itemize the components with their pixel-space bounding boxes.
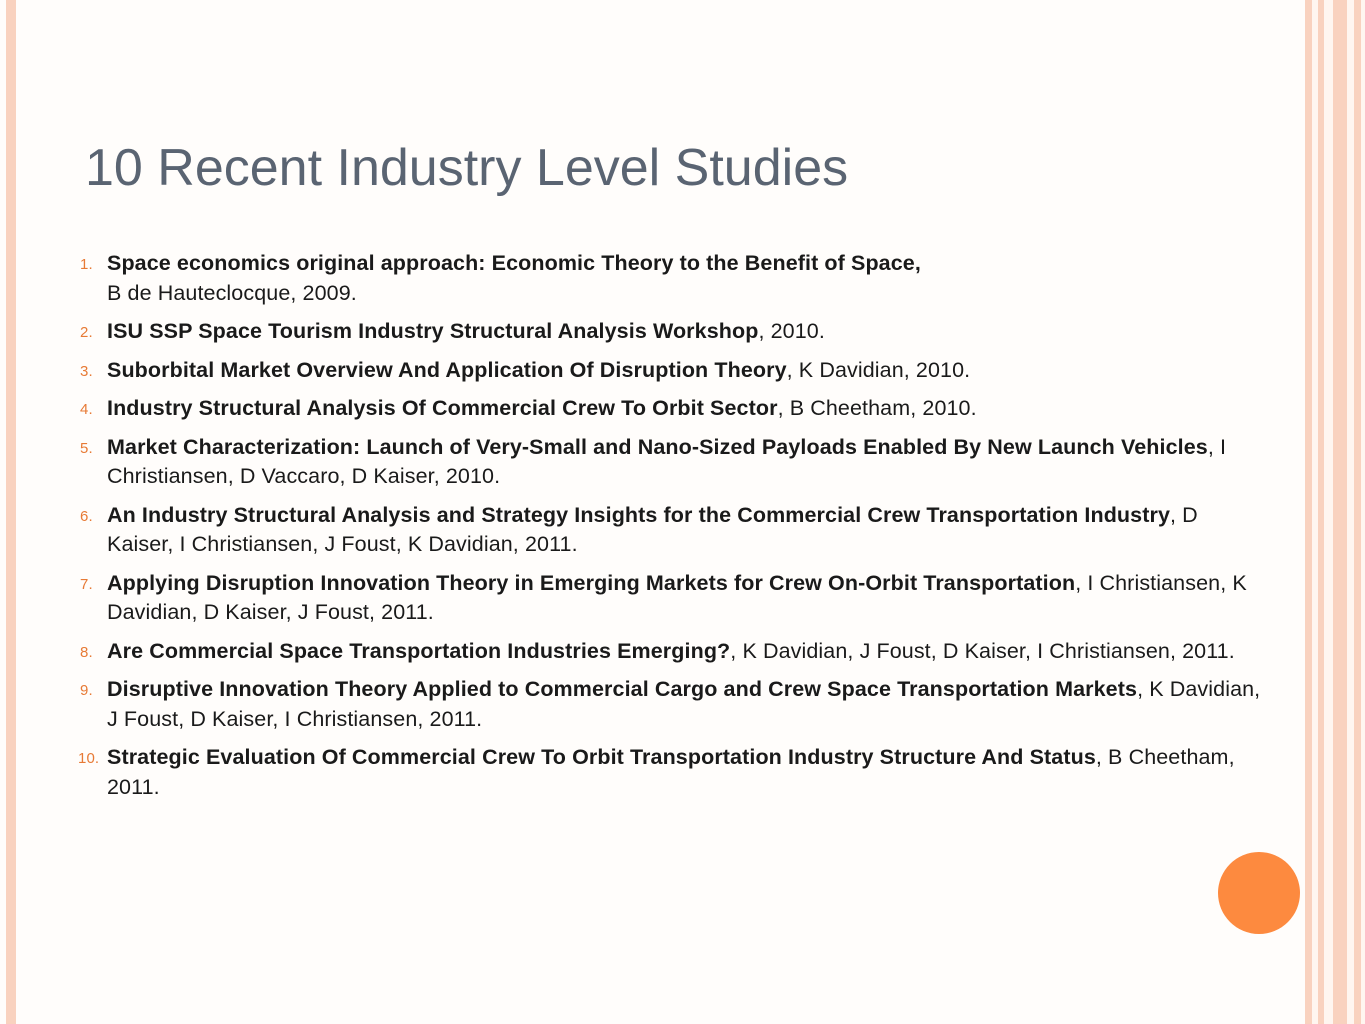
reference-details: , K Davidian, J Foust, D Kaiser, I Christiansen, 2011. [107, 677, 1261, 731]
reference-details: , B Cheetham, 2011. [107, 745, 1235, 799]
reference-title: Space economics original approach: Economic Theory to the Benefit of Space, [107, 251, 921, 275]
reference-title: Market Characterization: Launch of Very-Small and Nano-Sized Payloads Enabled By New Launch Vehicles [107, 434, 1208, 459]
reference-number: 6. [80, 507, 93, 525]
reference-item [78, 637, 1263, 667]
reference-title: Disruptive Innovation Theory Applied to Commercial Cargo and Crew Space Transportation Markets [107, 677, 1138, 701]
reference-item [78, 394, 1263, 424]
right-decorative-stripe [1305, 0, 1312, 1024]
reference-number: 2. [80, 324, 93, 341]
reference-item [78, 249, 1263, 308]
reference-details: , I Christiansen, D Vaccaro, D Kaiser, 2010. [107, 434, 1227, 488]
reference-details: , I Christiansen, K Davidian, D Kaiser, J Foust, 2011. [107, 570, 1247, 624]
orange-accent-circle-icon [1218, 852, 1300, 934]
reference-title: Industry Structural Analysis Of Commercial Crew To Orbit Sector [107, 396, 778, 420]
reference-details: , K Davidian, 2010. [786, 357, 971, 382]
left-decorative-stripe [6, 0, 16, 1024]
reference-number: 8. [80, 643, 93, 661]
reference-number: 1. [80, 256, 93, 273]
reference-item [78, 317, 1263, 347]
reference-title: Applying Disruption Innovation Theory in Emerging Markets for Crew On-Orbit Transportation [107, 570, 1076, 595]
reference-number: 10. [78, 750, 100, 767]
reference-details: , K Davidian, J Foust, D Kaiser, I Christiansen, 2011. [730, 638, 1235, 663]
reference-item [78, 675, 1263, 734]
reference-item [78, 501, 1263, 560]
reference-number: 7. [80, 575, 93, 593]
reference-item [78, 356, 1263, 386]
reference-details: , D Kaiser, I Christiansen, J Foust, K Davidian, 2011. [107, 502, 1198, 556]
reference-item [78, 433, 1263, 492]
reference-number: 3. [80, 362, 93, 380]
reference-item [78, 743, 1263, 802]
reference-number: 5. [80, 439, 93, 457]
reference-details: , B Cheetham, 2010. [777, 396, 977, 420]
reference-item [78, 569, 1263, 628]
reference-title: Strategic Evaluation Of Commercial Crew To Orbit Transportation Industry Structure And Status [107, 745, 1096, 769]
reference-number: 4. [80, 401, 93, 418]
right-decorative-stripe [1333, 0, 1347, 1024]
reference-title: Are Commercial Space Transportation Industries Emerging? [107, 638, 731, 663]
reference-list [78, 249, 1263, 811]
right-decorative-stripe [1354, 0, 1361, 1024]
reference-number: 9. [80, 682, 93, 699]
right-decorative-stripe [1318, 0, 1324, 1024]
reference-details: B de Hauteclocque, 2009. [107, 280, 357, 305]
reference-title: Suborbital Market Overview And Application Of Disruption Theory [107, 357, 787, 382]
reference-details: , 2010. [758, 319, 825, 343]
reference-title: An Industry Structural Analysis and Strategy Insights for the Commercial Crew Transportation Industry [107, 502, 1171, 527]
reference-title: ISU SSP Space Tourism Industry Structural Analysis Workshop [107, 319, 759, 343]
slide-title: 10 Recent Industry Level Studies [85, 139, 849, 197]
